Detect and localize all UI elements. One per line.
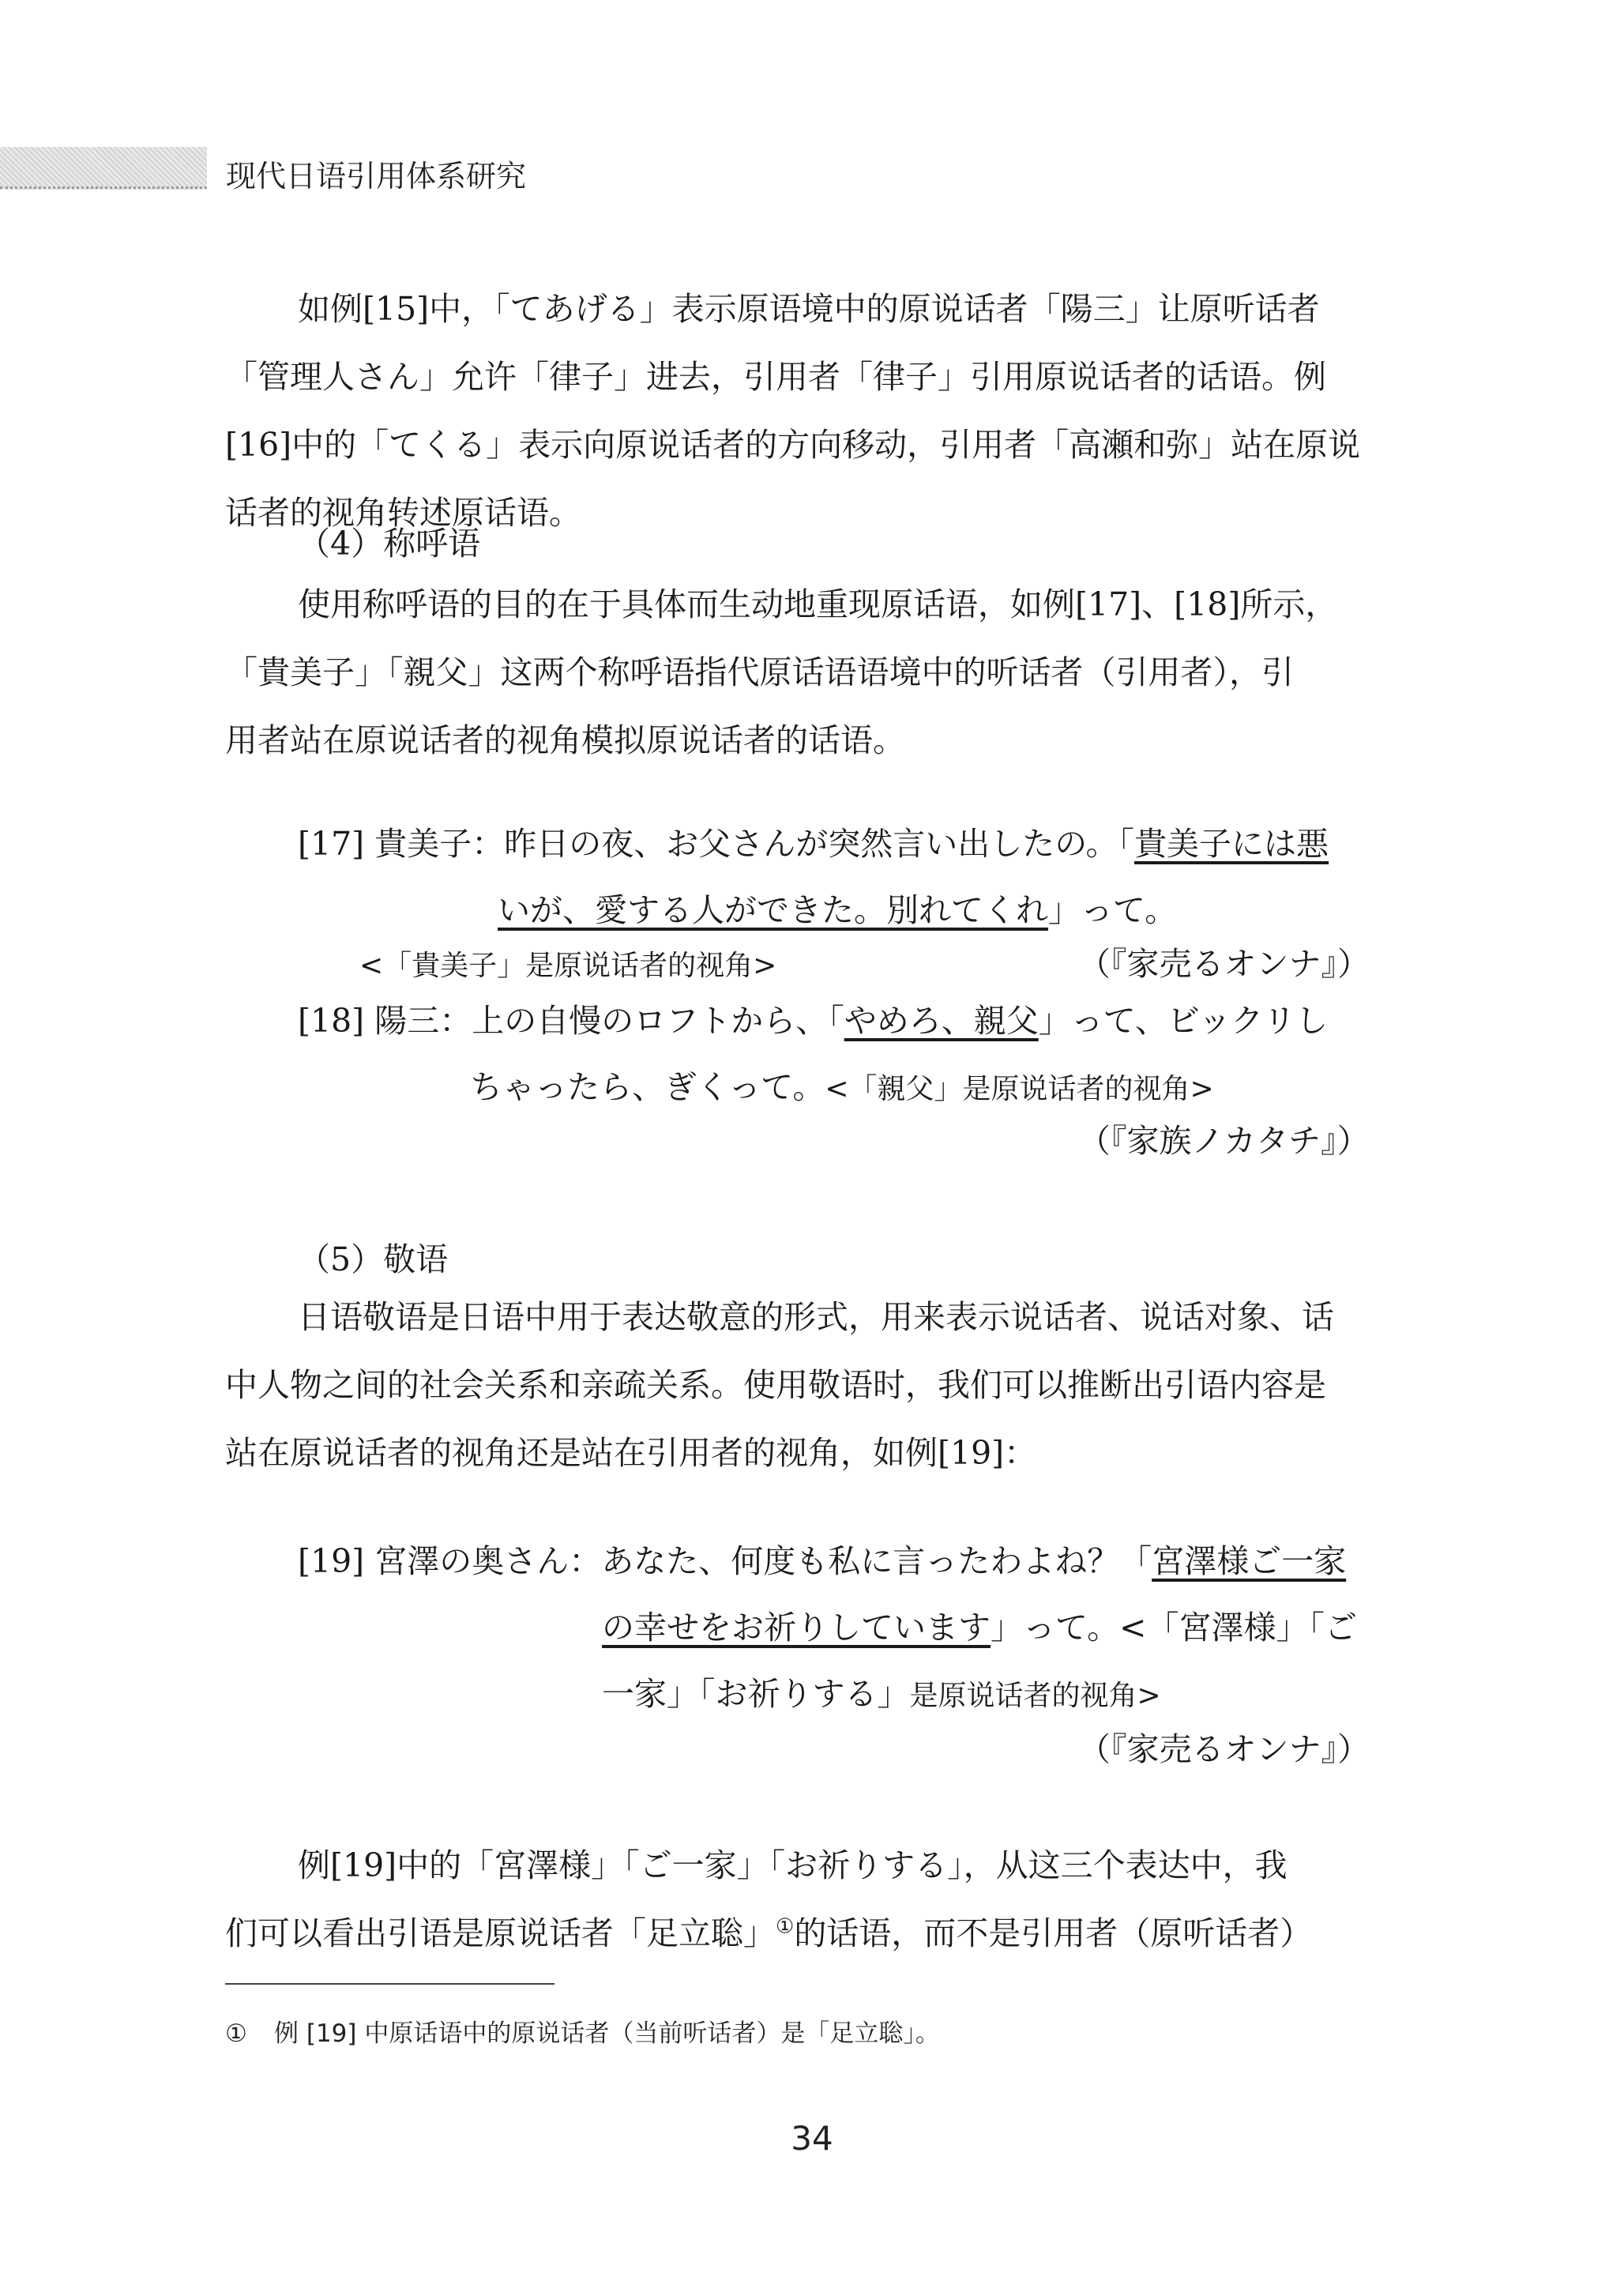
footnote-reference[interactable]: ① <box>776 1914 795 1939</box>
footnote-mark: ① <box>225 2019 247 2048</box>
example-19-label: [19] 宮澤の奥さん： <box>298 1542 602 1580</box>
example-17-source: （『家売るオンナ』） <box>1078 945 1370 983</box>
para1-line-3: [16]中的「てくる」表示向原说话者的方向移动，引用者「高瀬和弥」站在原说 <box>225 426 1361 464</box>
header-rule <box>0 186 207 189</box>
para4-line-2a: 们可以看出引语是原说话者「足立聡」 <box>225 1914 776 1952</box>
para4-line-2b: 的话语，而不是引用者（原听话者） <box>794 1914 1313 1952</box>
header-decoration <box>0 147 207 190</box>
example-19-quote: 宮澤様ご一家 <box>1152 1542 1347 1580</box>
para4-line-1: 例[19]中的「宮澤様」「ご一家」「お祈りする」，从这三个表达中，我 <box>298 1846 1288 1884</box>
para3-line-1: 日语敬语是日语中用于表达敬意的形式，用来表示说话者、说话对象、话 <box>298 1298 1334 1336</box>
para1-line-2: 「管理人さん」允许「律子」进去，引用者「律子」引用原说话者的话语。例 <box>225 358 1326 396</box>
example-18-text: 上の自慢のロフトから、「 <box>472 1002 844 1040</box>
example-19-note: 是原说话者的视角> <box>909 1680 1161 1712</box>
section-heading-5: （5）敬语 <box>298 1240 449 1278</box>
example-17-quote: 貴美子には悪 <box>1134 825 1329 863</box>
example-19-text: あなた、何度も私に言ったわよね？「 <box>601 1542 1152 1580</box>
section-heading-4: （4）称呼语 <box>298 525 481 563</box>
example-18-text-cont: 」って、ビックリし <box>1038 1002 1329 1040</box>
example-17-label: [17] 貴美子： <box>298 825 505 863</box>
example-18-text-line2: ちゃったら、ぎくって。 <box>470 1068 825 1106</box>
page-number: 34 <box>791 2119 833 2158</box>
para2-line-1: 使用称呼语的目的在于具体而生动地重现原话语，如例[17]、[18]所示， <box>298 585 1338 623</box>
example-18-label: [18] 陽三： <box>298 1002 472 1040</box>
example-18-source: （『家族ノカタチ』） <box>1078 1122 1370 1160</box>
footnote-divider <box>225 1983 554 1985</box>
example-19-text-cont: 」って。<「宮澤様」「ご <box>991 1609 1358 1647</box>
example-17-text-end: 」って。 <box>1048 891 1178 929</box>
running-header-title: 现代日语引用体系研究 <box>226 159 527 194</box>
example-17-text: 昨日の夜、お父さんが突然言い出したの。「 <box>504 825 1135 863</box>
example-17-quote-cont: いが、愛する人ができた。別れてくれ <box>498 891 1048 929</box>
para2-line-3: 用者站在原说话者的视角模拟原说话者的话语。 <box>225 721 905 759</box>
para1-line-4: 话者的视角转述原话语。 <box>225 494 581 532</box>
example-19-source: （『家売るオンナ』） <box>1078 1730 1370 1768</box>
para3-line-2: 中人物之间的社会关系和亲疏关系。使用敬语时，我们可以推断出引语内容是 <box>225 1366 1326 1404</box>
para3-line-3: 站在原说话者的视角还是站在引用者的视角，如例[19]： <box>225 1434 1037 1472</box>
example-18-quote: やめろ、親父 <box>844 1002 1039 1040</box>
para2-line-2: 「貴美子」「親父」这两个称呼语指代原话语语境中的听话者（引用者），引 <box>225 653 1294 691</box>
para1-line-1: 如例[15]中，「てあげる」表示原语境中的原说话者「陽三」让原听话者 <box>298 290 1320 328</box>
example-18-note: <「親父」是原说话者的视角> <box>825 1073 1214 1105</box>
example-19-text-line3: 一家」「お祈りする」 <box>602 1675 910 1713</box>
footnote <box>225 2016 940 2051</box>
footnote-text: 例 [19] 中原话语中的原说话者（当前听话者）是「足立聡」。 <box>274 2019 940 2048</box>
example-17-note: <「貴美子」是原说话者的视角> <box>359 950 777 982</box>
example-19-quote-cont: の幸せをお祈りしています <box>602 1609 991 1647</box>
